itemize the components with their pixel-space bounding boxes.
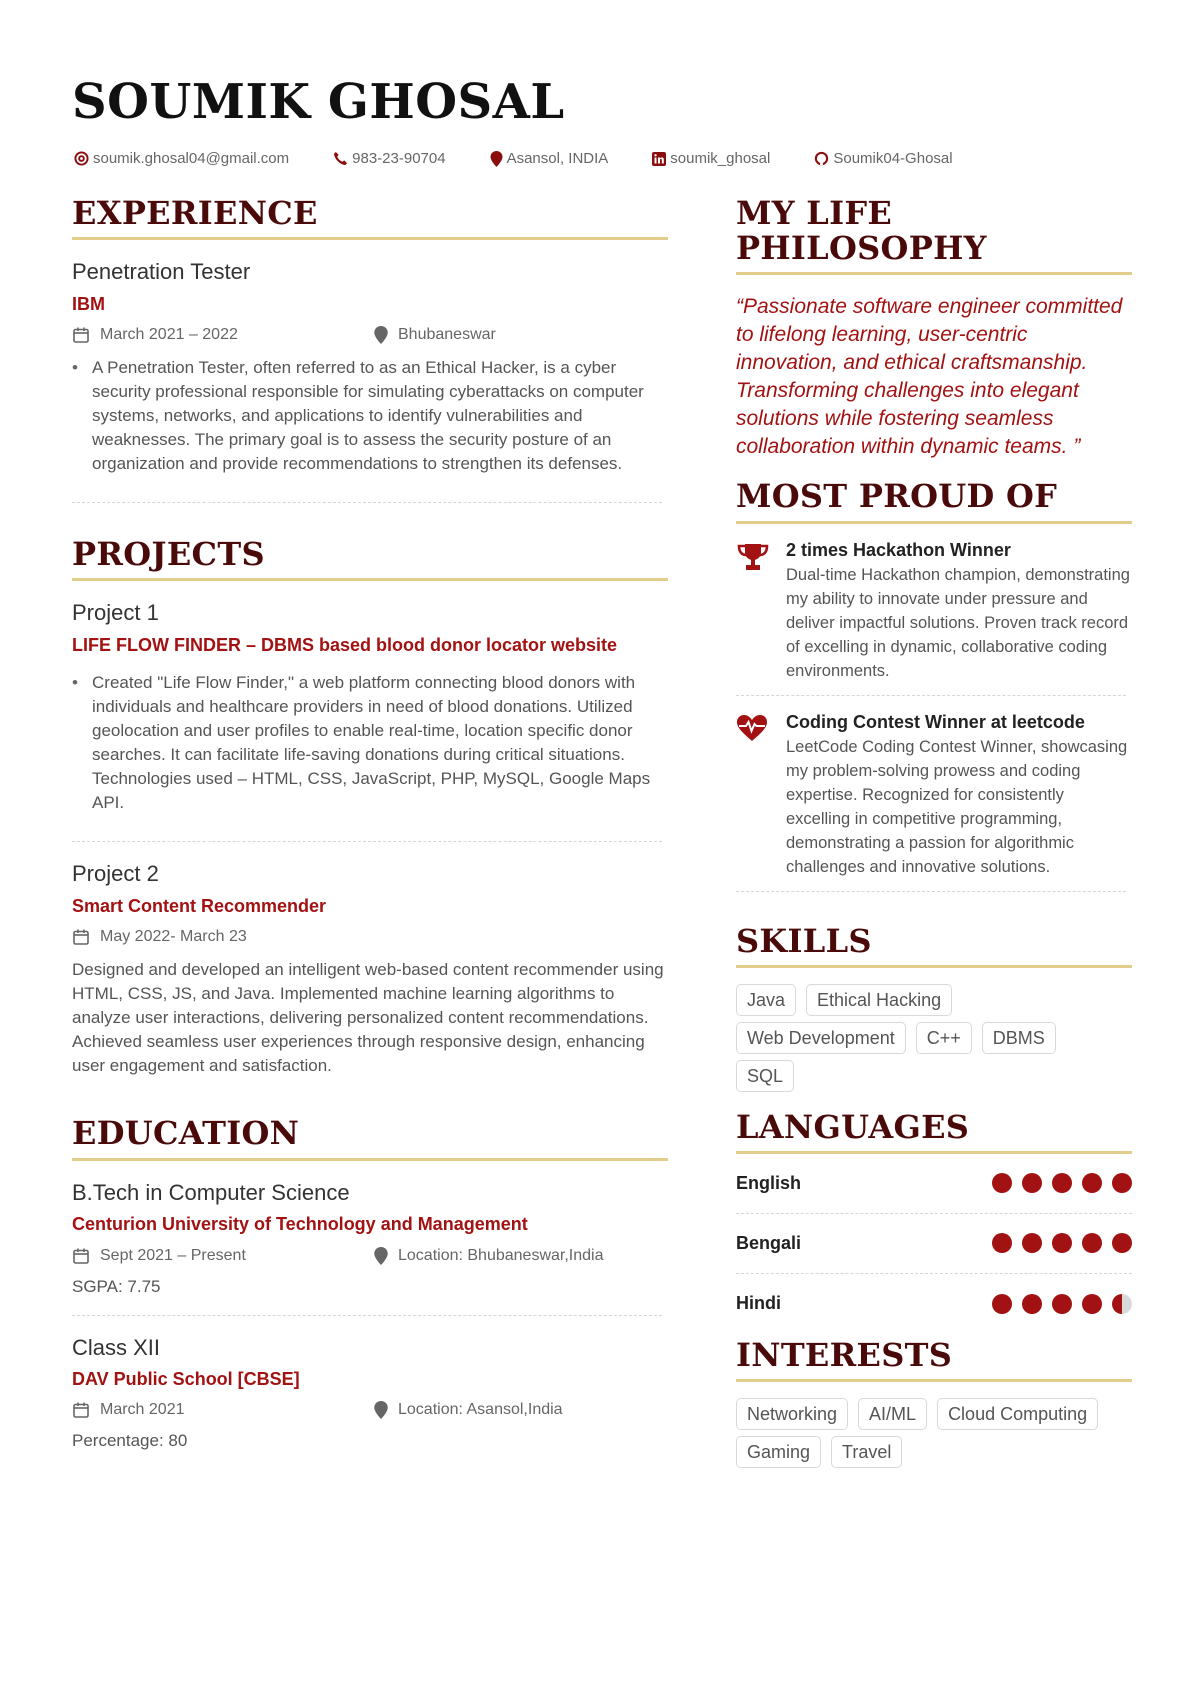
level-dot xyxy=(1052,1233,1072,1253)
project-entry xyxy=(72,599,668,815)
location-item xyxy=(374,1247,603,1265)
calendar-icon xyxy=(72,1401,90,1419)
github-icon xyxy=(814,151,829,166)
level-dot xyxy=(1022,1233,1042,1253)
level-dot xyxy=(992,1233,1012,1253)
divider xyxy=(736,891,1126,892)
contact-location-text: Asansol, INDIA xyxy=(506,150,609,167)
level-dot xyxy=(1052,1173,1072,1193)
language-row xyxy=(736,1154,1132,1214)
contact-github[interactable] xyxy=(814,150,952,167)
location-text: Location: Asansol,India xyxy=(398,1401,563,1419)
school-name: Centurion University of Technology and Management xyxy=(72,1214,528,1235)
skill-tag: SQL xyxy=(736,1060,794,1092)
candidate-name: SOUMIK GHOSAL xyxy=(72,74,565,130)
contact-phone[interactable] xyxy=(333,150,445,167)
project-name: Project 1 xyxy=(72,600,159,626)
language-name: Bengali xyxy=(736,1232,802,1253)
trophy-icon xyxy=(736,540,786,683)
skill-tag: DBMS xyxy=(982,1022,1056,1054)
calendar-icon xyxy=(72,326,90,344)
level-dot xyxy=(1082,1294,1102,1314)
level-dot xyxy=(1112,1294,1132,1314)
project-name: Project 2 xyxy=(72,861,159,887)
level-dot xyxy=(992,1294,1012,1314)
contact-github-text: Soumik04-Ghosal xyxy=(833,150,953,167)
divider xyxy=(72,1315,662,1316)
experience-heading: EXPERIENCE xyxy=(72,196,668,240)
project-subtitle: Smart Content Recommender xyxy=(72,895,327,916)
contact-phone-text: 983-23-90704 xyxy=(352,150,446,167)
experience-entry xyxy=(72,258,668,476)
bullet-text: Created "Life Flow Finder," a web platform connecting blood donors with individuals and healthcare providers in need of blood donations. Utilized geolocation and user profiles to enable real-time, location specific donor searches. It can facilitate life-saving donations during critical situations. Technologies used – HTML, CSS, JavaScript, PHP, MySQL, Google Maps API. xyxy=(92,673,651,813)
degree-name: Class XII xyxy=(72,1334,161,1360)
location-item xyxy=(374,326,496,344)
date-item xyxy=(72,326,374,344)
level-dot xyxy=(1082,1233,1102,1253)
achievement-title: 2 times Hackathon Winner xyxy=(786,539,1011,560)
experience-meta xyxy=(72,324,668,346)
interest-tag: Travel xyxy=(831,1436,902,1468)
language-name: English xyxy=(736,1172,802,1193)
skills-heading: SKILLS xyxy=(736,924,1132,968)
date-text: March 2021 xyxy=(100,1401,185,1419)
proud-heading: MOST PROUD OF xyxy=(736,479,1132,523)
job-title: Penetration Tester xyxy=(72,259,251,285)
language-level-dots xyxy=(982,1294,1132,1314)
contact-email[interactable] xyxy=(74,150,289,167)
interests-list xyxy=(736,1392,1132,1468)
location-text: Location: Bhubaneswar,India xyxy=(398,1246,604,1264)
project-bullet xyxy=(72,671,668,815)
education-meta xyxy=(72,1245,668,1267)
level-dot xyxy=(1112,1233,1132,1253)
bullet-text: A Penetration Tester, often referred to as an Ethical Hacker, is a cyber security professional responsible for simulating cyberattacks on computer systems, networks, and applications to identify vulnerabilities and weaknesses. The primary goal is to assess the security posture of an organization and provide recommendations to strengthen its defenses. xyxy=(92,358,644,474)
level-dot xyxy=(1022,1294,1042,1314)
location-item xyxy=(374,1401,563,1419)
education-heading: EDUCATION xyxy=(72,1116,668,1160)
interests-heading: INTERESTS xyxy=(736,1338,1132,1382)
degree-name: B.Tech in Computer Science xyxy=(72,1179,350,1205)
bullet-dot: • xyxy=(72,358,78,378)
project-meta xyxy=(72,926,668,948)
skill-tag: Web Development xyxy=(736,1022,906,1054)
date-text: May 2022- March 23 xyxy=(100,928,247,946)
school-name: DAV Public School [CBSE] xyxy=(72,1369,300,1390)
achievement-body xyxy=(786,540,1132,683)
contact-location xyxy=(490,150,609,167)
education-entry xyxy=(72,1179,668,1297)
language-name: Hindi xyxy=(736,1293,781,1314)
contact-email-text: soumik.ghosal04@gmail.com xyxy=(93,150,290,167)
level-dot xyxy=(1052,1294,1072,1314)
location-pin-icon xyxy=(374,326,388,344)
contact-linkedin-text: soumik_ghosal xyxy=(670,150,771,167)
phone-icon xyxy=(333,151,348,166)
achievement-body xyxy=(786,712,1132,879)
interest-tag: AI/ML xyxy=(858,1398,927,1430)
achievement-description: Dual-time Hackathon champion, demonstrating my ability to innovate under pressure and deliver impactful solutions. Proven track record of excelling in dynamic, collaborative coding environments. xyxy=(786,565,1130,680)
divider xyxy=(736,695,1126,696)
language-level-dots xyxy=(982,1173,1132,1193)
score-text: Percentage: 80 xyxy=(72,1431,188,1451)
experience-bullet xyxy=(72,356,668,476)
project-subtitle: LIFE FLOW FINDER – DBMS based blood donor locator website xyxy=(72,634,618,655)
interest-tag: Cloud Computing xyxy=(937,1398,1098,1430)
level-dot xyxy=(992,1173,1012,1193)
project-entry xyxy=(72,860,668,1078)
calendar-icon xyxy=(72,928,90,946)
level-dot xyxy=(1022,1173,1042,1193)
skill-tag: C++ xyxy=(916,1022,972,1054)
languages-heading: LANGUAGES xyxy=(736,1110,1132,1154)
projects-heading: PROJECTS xyxy=(72,537,668,581)
location-pin-icon xyxy=(490,151,503,167)
linkedin-icon xyxy=(652,152,666,166)
skill-tag: Ethical Hacking xyxy=(806,984,952,1016)
languages-list xyxy=(736,1154,1132,1334)
score-text: SGPA: 7.75 xyxy=(72,1276,161,1296)
date-text: Sept 2021 – Present xyxy=(100,1246,246,1264)
right-column xyxy=(736,196,1132,1468)
skill-tag: Java xyxy=(736,984,796,1016)
achievement-item xyxy=(736,540,1132,683)
education-entry xyxy=(72,1334,668,1452)
philosophy-quote: “Passionate software engineer committed to lifelong learning, user-centric innovation, and ethical craftsmanship. Transforming challenges into elegant solutions while fostering seamless collaboration within dynamic teams. ” xyxy=(736,295,1123,459)
date-text: March 2021 – 2022 xyxy=(100,326,238,344)
heartbeat-icon xyxy=(736,712,786,879)
location-text: Bhubaneswar xyxy=(398,326,496,344)
achievement-title: Coding Contest Winner at leetcode xyxy=(786,711,1085,732)
bullet-dot: • xyxy=(72,673,78,693)
education-meta xyxy=(72,1399,668,1421)
at-icon xyxy=(74,151,89,166)
location-pin-icon xyxy=(374,1401,388,1419)
interest-tag: Gaming xyxy=(736,1436,821,1468)
company-name: IBM xyxy=(72,293,105,314)
location-pin-icon xyxy=(374,1247,388,1265)
interest-tag: Networking xyxy=(736,1398,848,1430)
language-level-dots xyxy=(982,1233,1132,1253)
contact-bar xyxy=(74,150,1134,167)
achievement-description: LeetCode Coding Contest Winner, showcasing my problem-solving prowess and coding expertise. Recognized for consistently excelling in competitive programming, demonstrating a passion for algorithmic challenges and innovative solutions. xyxy=(786,737,1128,876)
level-dot xyxy=(1082,1173,1102,1193)
left-column xyxy=(72,196,668,1451)
divider xyxy=(72,502,662,503)
skills-list xyxy=(736,978,1132,1092)
date-item xyxy=(72,1401,374,1419)
contact-linkedin[interactable] xyxy=(652,150,770,167)
calendar-icon xyxy=(72,1247,90,1265)
divider xyxy=(72,841,662,842)
language-row xyxy=(736,1274,1132,1334)
philosophy-heading: MY LIFE PHILOSOPHY xyxy=(736,196,1132,275)
level-dot xyxy=(1112,1173,1132,1193)
project-description: Designed and developed an intelligent web-based content recommender using HTML, CSS, JS, and Java. Implemented machine learning algorithms to analyze user interactions, delivering personalized content recommendations. Achieved seamless user experiences through responsive design, enhancing user engagement and satisfaction. xyxy=(72,960,664,1076)
achievement-item xyxy=(736,712,1132,879)
language-row xyxy=(736,1214,1132,1274)
date-item xyxy=(72,928,247,946)
date-item xyxy=(72,1247,374,1265)
